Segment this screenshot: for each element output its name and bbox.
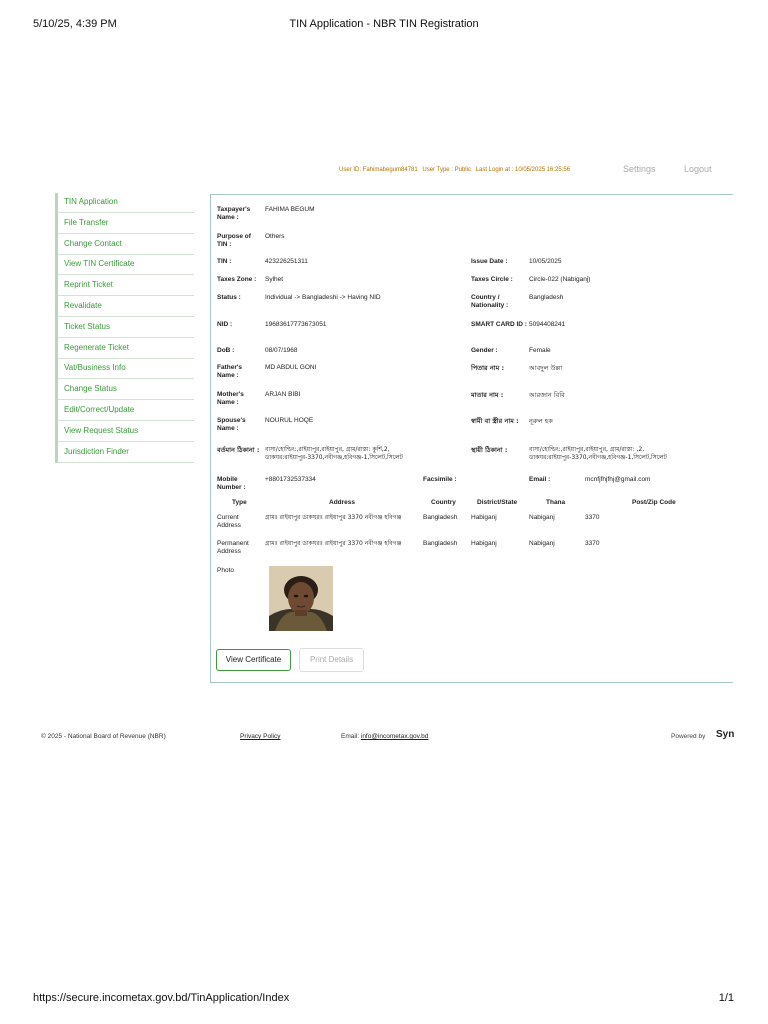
table-row-permanent-thana: Nabiganj	[529, 540, 555, 547]
taxpayer-photo	[269, 566, 333, 631]
footer-copyright: © 2025 - National Board of Revenue (NBR)	[41, 733, 166, 740]
status-value: Individual -> Bangladeshi -> Having NID	[265, 294, 381, 301]
issue-date-value: 10/05/2025	[529, 258, 562, 265]
father-name-label: Father's Name :	[217, 364, 243, 379]
address-table-header-thana: Thana	[546, 499, 566, 506]
table-row-current-country: Bangladesh	[423, 514, 458, 521]
gender-label: Gender :	[471, 347, 498, 354]
address-table-header-country: Country	[431, 499, 456, 506]
sidebar-item-file-transfer[interactable]: File Transfer	[58, 214, 194, 234]
mobile-label: Mobile Number :	[217, 476, 246, 491]
dob-value: 08/07/1968	[265, 347, 298, 354]
view-certificate-button[interactable]: View Certificate	[216, 649, 291, 671]
user-info-bar	[339, 167, 573, 173]
country-value: Bangladesh	[529, 294, 564, 301]
last-login: Last Login at : 10/05/2025 16:25:56	[475, 167, 571, 173]
sidebar-item-tin-application[interactable]: TIN Application	[58, 193, 194, 213]
permanent-address-label: স্থায়ী ঠিকানা :	[471, 446, 508, 454]
country-label: Country / Nationality :	[471, 294, 509, 309]
tin-label: TIN :	[217, 258, 232, 265]
father-name-bn-label: পিতার নাম :	[471, 364, 505, 372]
print-details-button[interactable]: Print Details	[299, 648, 364, 672]
settings-link[interactable]: Settings	[623, 164, 656, 174]
facsimile-label: Facsimile :	[423, 476, 457, 483]
taxpayer-name-label: Taxpayer's Name :	[217, 206, 251, 221]
spouse-name-bn-value: নূরুল হক	[529, 417, 553, 425]
footer-email-link[interactable]: info@incometax.gov.bd	[360, 733, 429, 740]
table-row-permanent-type: Permanent Address	[217, 540, 249, 555]
purpose-value: Others	[265, 233, 285, 240]
status-label: Status :	[217, 294, 241, 301]
print-page-number: 1/1	[718, 992, 734, 1004]
footer-email	[341, 733, 428, 740]
sidebar-item-regenerate-ticket[interactable]: Regenerate Ticket	[58, 339, 194, 359]
purpose-label: Purpose of TIN :	[217, 233, 251, 248]
sidebar-item-view-tin-certificate[interactable]: View TIN Certificate	[58, 255, 194, 275]
logout-link[interactable]: Logout	[684, 164, 712, 174]
taxes-circle-value: Circle-022 (Nabiganj)	[529, 276, 591, 283]
address-table-header-district: District/State	[477, 499, 518, 506]
present-address-value: বাসা/হোল্ডিং:,রাইয়াপুর,রাইয়াপুর, গ্রাম/রাস্তা: কুর্শি,2, ডাকঘর:রাইয়াপুর-3370,নবীগঞ্জ,হবিগঞ্জ-1,সিলেট,সিলেট	[265, 446, 403, 461]
table-row-current-type: Current Address	[217, 514, 241, 529]
photo-label: Photo	[217, 567, 234, 574]
print-title: TIN Application - NBR TIN Registration	[289, 18, 479, 30]
mother-name-bn-label: মাতার নাম :	[471, 391, 504, 399]
footer-email-label: Email:	[341, 733, 360, 740]
sidebar-item-ticket-status[interactable]: Ticket Status	[58, 318, 194, 338]
sidebar-item-change-status[interactable]: Change Status	[58, 380, 194, 400]
smart-card-label: SMART CARD ID :	[471, 321, 527, 328]
sidebar-item-edit-correct-update[interactable]: Edit/Correct/Update	[58, 401, 194, 421]
user-type: User Type : Public	[422, 167, 471, 173]
print-datetime: 5/10/25, 4:39 PM	[33, 18, 117, 30]
sidebar-item-jurisdiction-finder[interactable]: Jurisdiction Finder	[58, 443, 194, 463]
issue-date-label: Issue Date :	[471, 258, 508, 265]
taxes-zone-value: Sylhet	[265, 276, 284, 283]
table-row-current-address: গ্রামঃ রাইয়াপুর ডাকঘরঃ রাইয়াপুর 3370 নবীগঞ্জ হবিগঞ্জ	[265, 514, 402, 521]
spouse-name-bn-label: স্বামী বা স্ত্রীর নাম :	[471, 417, 519, 425]
table-row-current-post-code: 3370	[585, 514, 600, 521]
address-table-header-type: Type	[232, 499, 247, 506]
father-name-value: MD ABDUL GONI	[265, 364, 317, 371]
permanent-address-value: বাসা/হোল্ডিং:,রাইয়াপুর,রাইয়াপুর, গ্রাম/রাস্তা: ,2, ডাকঘর:রাইয়াপুর-3370,নবীগঞ্জ,হবিগঞ্জ-1,সিলেট,সিলেট	[529, 446, 667, 461]
taxes-zone-label: Taxes Zone :	[217, 276, 257, 283]
mobile-value: +8801732537334	[265, 476, 316, 483]
table-row-permanent-country: Bangladesh	[423, 540, 458, 547]
privacy-policy-text: Privacy Policy	[240, 733, 281, 740]
sidebar-item-change-contact[interactable]: Change Contact	[58, 235, 194, 255]
mother-name-label: Mother's Name :	[217, 391, 244, 406]
tin-value: 423226251311	[265, 258, 308, 265]
table-row-current-district: Habiganj	[471, 514, 497, 521]
footer-privacy-link[interactable]	[240, 733, 280, 740]
father-name-bn-value: আবদুল উল্লা	[529, 364, 563, 372]
table-row-current-thana: Nabiganj	[529, 514, 555, 521]
spouse-name-label: Spouse's Name :	[217, 417, 246, 432]
sidebar-menu	[55, 193, 194, 463]
nid-value: 19683617773673051	[265, 321, 327, 328]
gender-value: Female	[529, 347, 551, 354]
dob-label: DoB :	[217, 347, 235, 354]
mother-name-value: ARJAN BIBI	[265, 391, 301, 398]
sidebar-item-view-request-status[interactable]: View Request Status	[58, 422, 194, 442]
present-address-label: বর্তমান ঠিকানা :	[217, 446, 260, 454]
sidebar-item-reprint-ticket[interactable]: Reprint Ticket	[58, 276, 194, 296]
taxes-circle-label: Taxes Circle :	[471, 276, 513, 283]
print-url: https://secure.incometax.gov.bd/TinApplication/Index	[33, 992, 290, 1004]
address-table-header-address: Address	[329, 499, 356, 506]
powered-by-label: Powered by	[671, 733, 706, 740]
address-table-header-post-code: Post/Zip Code	[632, 499, 676, 506]
table-row-permanent-post-code: 3370	[585, 540, 600, 547]
vendor-logo: Syn	[716, 729, 735, 740]
smart-card-value: 5094408241	[529, 321, 566, 328]
nid-label: NID :	[217, 321, 233, 328]
sidebar-item-revalidate[interactable]: Revalidate	[58, 297, 194, 317]
mother-name-bn-value: আরজান বিবি	[529, 391, 565, 399]
taxpayer-name-value: FAHIMA BEGUM	[265, 206, 315, 213]
user-id: User ID: Fahimabegum84781	[339, 167, 418, 173]
email-value: mcnfjfhjfhj@gmail.com	[585, 476, 651, 483]
email-label: Email :	[529, 476, 551, 483]
portrait-image	[269, 566, 333, 631]
spouse-name-value: NOURUL HOQE	[265, 417, 314, 424]
table-row-permanent-address: গ্রামঃ রাইয়াপুর ডাকঘরঃ রাইয়াপুর 3370 নবীগঞ্জ হবিগঞ্জ	[265, 540, 402, 547]
table-row-permanent-district: Habiganj	[471, 540, 497, 547]
sidebar-item-vat-business-info[interactable]: Vat/Business Info	[58, 359, 194, 379]
